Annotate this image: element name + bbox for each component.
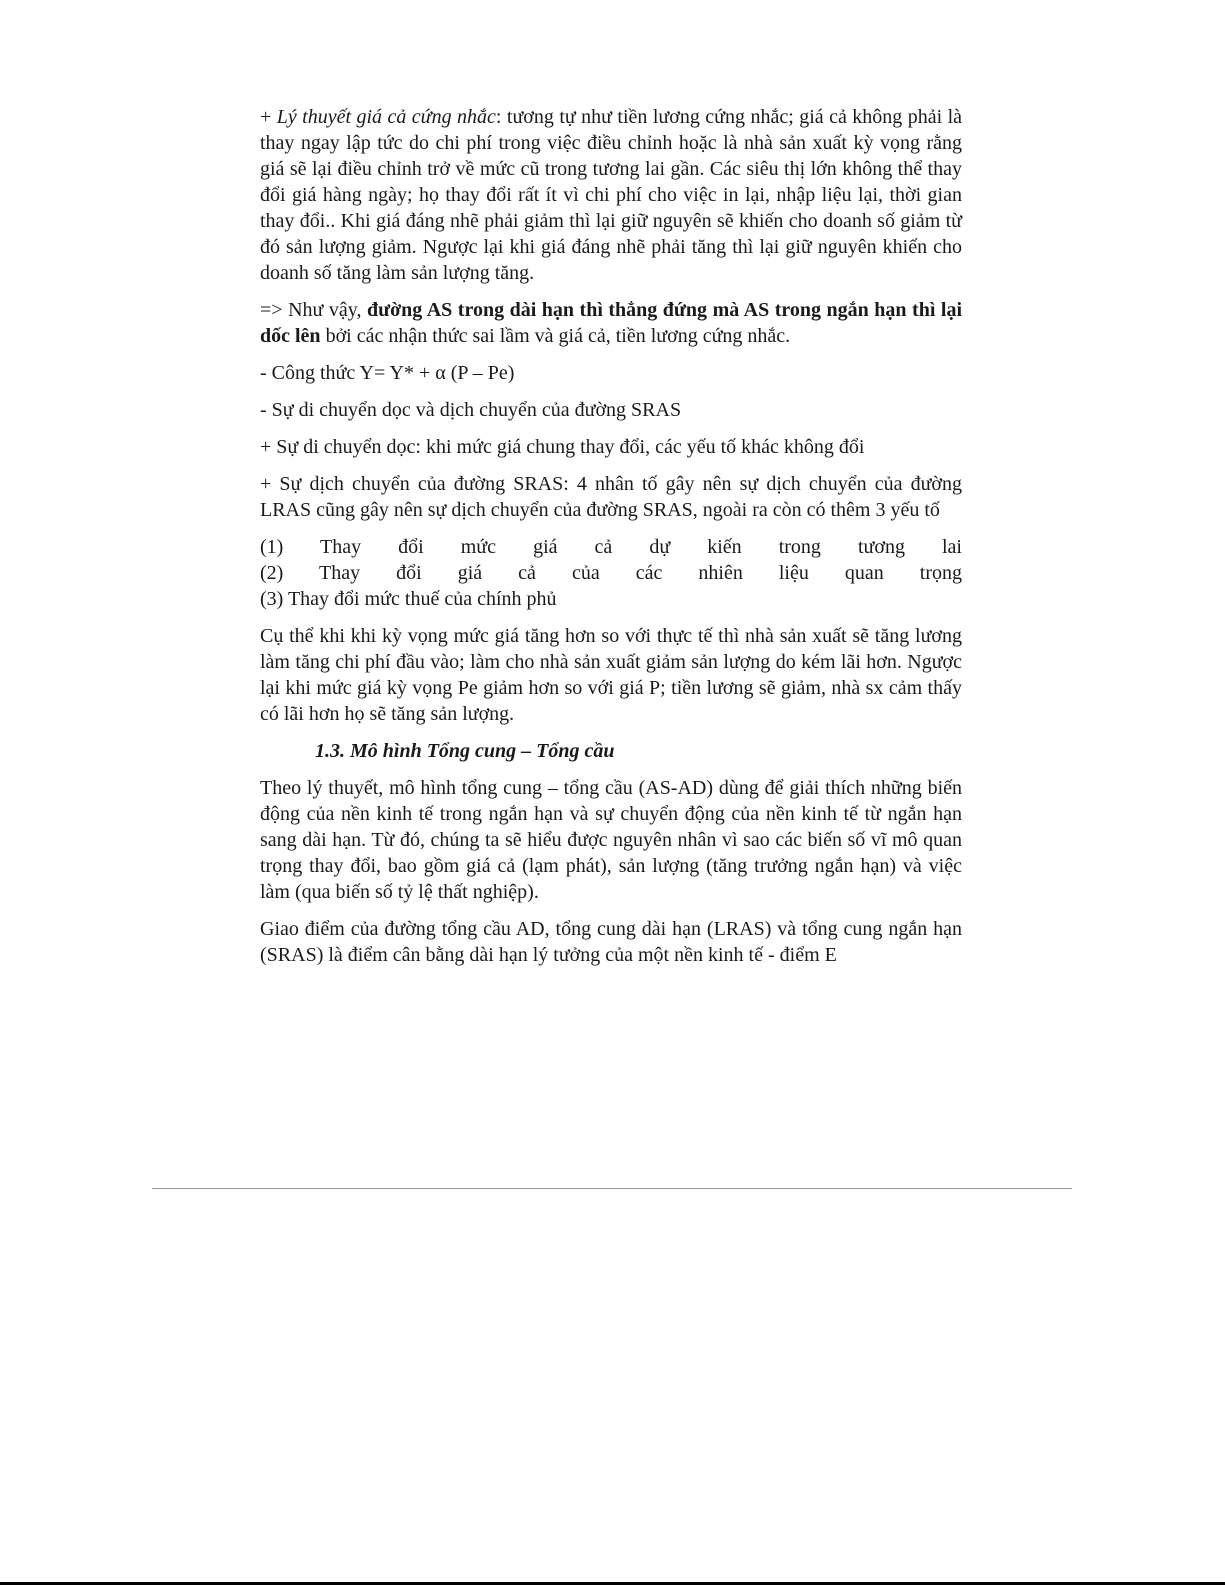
bold-conclusion: đường AS trong dài hạn thì thẳng đứng mà AS trong ngắn hạn thì lại dốc lên <box>260 299 963 347</box>
footer-divider <box>152 1188 1072 1189</box>
paragraph-sras-shift: + Sự dịch chuyển của đường SRAS: 4 nhân tố gây nên sự dịch chuyển của đường LRAS cũng gây nên sự dịch chuyển của đường SRAS, ngoài ra còn có thêm 3 yếu tố <box>260 473 962 521</box>
bullet-plus: + <box>260 106 277 128</box>
formula-line: - Công thức Y= Y* + α (P – Pe) <box>260 362 515 384</box>
document-body <box>260 104 962 979</box>
factor-list <box>260 534 962 612</box>
list-item: (2) Thay đổi giá cả của các nhiên liệu quan trọng <box>260 562 962 584</box>
paragraph-sras-movement: - Sự di chuyển dọc và dịch chuyển của đường SRAS <box>260 399 682 421</box>
paragraph-lead: => Như vậy, <box>260 299 367 321</box>
paragraph-conclusion <box>260 297 962 349</box>
paragraph-as-ad-model: Theo lý thuyết, mô hình tổng cung – tổng cầu (AS-AD) dùng để giải thích những biến động của nền kinh tế trong ngắn hạn và sự chuyển động của nền kinh tế từ ngắn hạn sang dài hạn. Từ đó, chúng ta sẽ hiểu được nguyên nhân vì sao các biến số vĩ mô quan trọng thay đổi, bao gồm giá cả (lạm phát), sản lượng (tăng trưởng ngắn hạn) và việc làm (qua biến số tỷ lệ thất nghiệp). <box>260 777 962 903</box>
list-item: (3) Thay đổi mức thuế của chính phủ <box>260 588 557 610</box>
list-item: (1) Thay đổi mức giá cả dự kiến trong tương lai <box>260 536 962 558</box>
paragraph-text: : tương tự như tiền lương cứng nhắc; giá cả không phải là thay ngay lập tức do chi phí trong việc điều chỉnh hoặc là nhà sản xuất kỳ vọng rằng giá sẽ lại điều chỉnh trở về mức cũ trong tương lai gần. Các siêu thị lớn không thể thay đổi giá hàng ngày; họ thay đổi rất ít vì chi phí cho việc in lại, nhập liệu lại, thời gian thay đổi.. Khi giá đáng nhẽ phải giảm thì lại giữ nguyên sẽ khiến cho doanh số giảm từ đó sản lượng giảm. Ngược lại khi giá đáng nhẽ phải tăng thì lại giữ nguyên khiến cho doanh số tăng làm sản lượng tăng. <box>260 106 963 284</box>
paragraph-sticky-price-theory <box>260 104 962 286</box>
paragraph-movement-along: + Sự di chuyển dọc: khi mức giá chung thay đổi, các yếu tố khác không đổi <box>260 436 865 458</box>
section-heading: 1.3. Mô hình Tổng cung – Tổng cầu <box>315 740 615 762</box>
paragraph-text: bởi các nhận thức sai lầm và giá cả, tiền lương cứng nhắc. <box>320 325 791 347</box>
paragraph-equilibrium: Giao điểm của đường tổng cầu AD, tổng cung dài hạn (LRAS) và tổng cung ngắn hạn (SRAS) là điểm cân bằng dài hạn lý tưởng của một nền kinh tế - điểm E <box>260 918 962 966</box>
term-sticky-price-theory: Lý thuyết giá cả cứng nhắc <box>276 106 496 128</box>
paragraph-expectations: Cụ thể khi khi kỳ vọng mức giá tăng hơn so với thực tế thì nhà sản xuất sẽ tăng lương làm tăng chi phí đầu vào; làm cho nhà sản xuất giảm sản lượng do kém lãi hơn. Ngược lại khi mức giá kỳ vọng Pe giảm hơn so với giá P; tiền lương sẽ giảm, nhà sx cảm thấy có lãi hơn họ sẽ tăng sản lượng. <box>260 625 962 725</box>
